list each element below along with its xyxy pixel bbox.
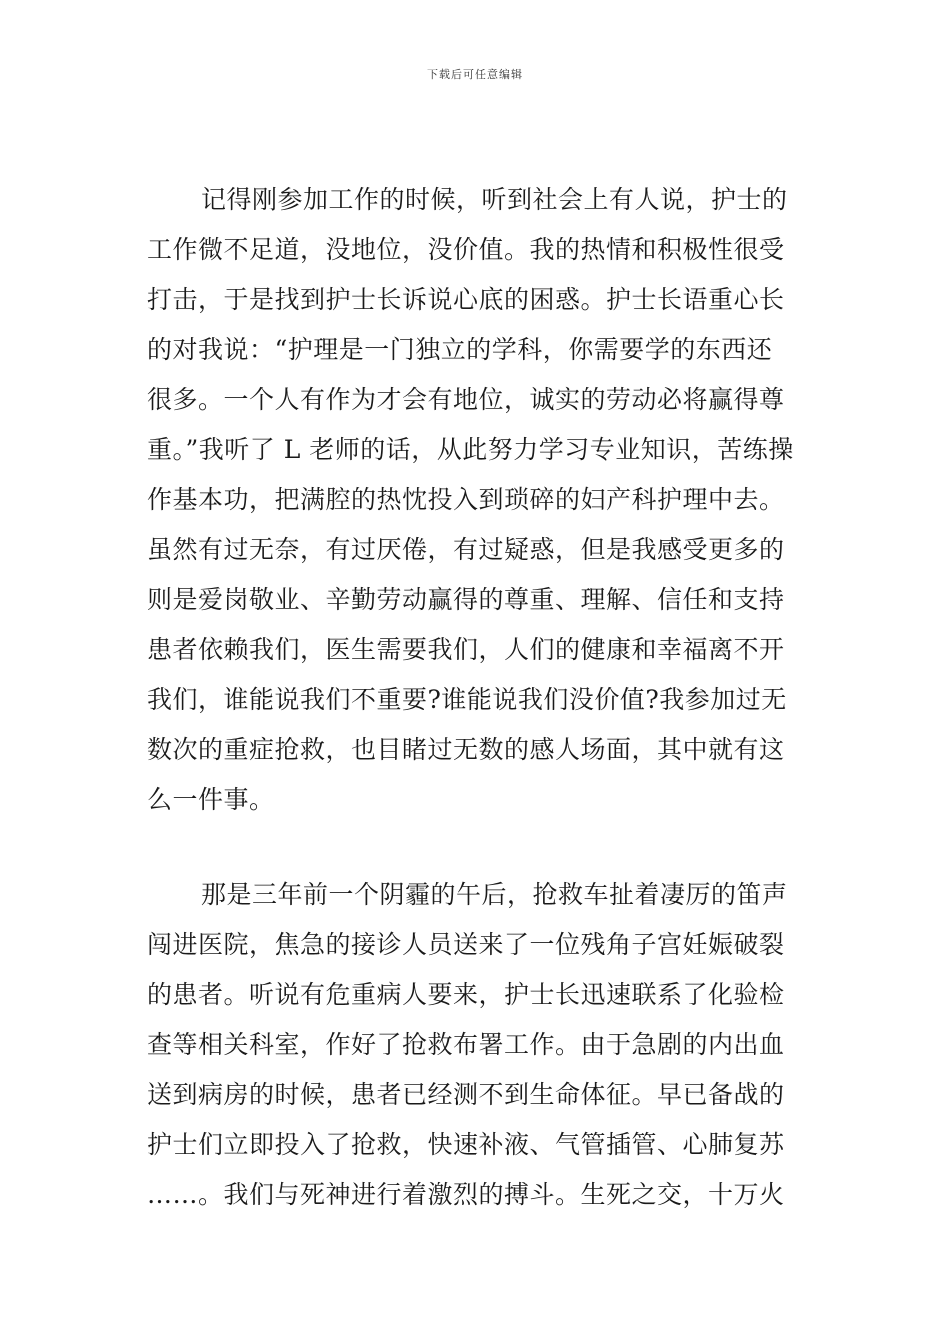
paragraph-line: 重。”我听了 L 老师的话，从此努力学习专业知识，苦练操 — [147, 435, 794, 464]
paragraph-line: 查等相关科室，作好了抢救布署工作。由于急剧的内出血 — [147, 1030, 785, 1059]
paragraph-line: 则是爱岗敬业、辛勤劳动赢得的尊重、理解、信任和支持 — [147, 585, 785, 614]
paragraph-line: ……。我们与死神进行着激烈的搏斗。生死之交，十万火 — [147, 1180, 785, 1209]
paragraph-line: 患者依赖我们，医生需要我们，人们的健康和幸福离不开 — [147, 635, 785, 664]
paragraph-line: 打击，于是找到护士长诉说心底的困惑。护士长语重心长 — [147, 285, 785, 314]
paragraph-line: 那是三年前一个阴霾的午后，抢救车扯着凄厉的笛声 — [201, 880, 788, 909]
paragraph-line: 闯进医院，焦急的接诊人员送来了一位残角子宫妊娠破裂 — [147, 930, 785, 959]
paragraph-line: 虽然有过无奈，有过厌倦，有过疑惑，但是我感受更多的 — [147, 535, 785, 564]
header-note: 下载后可任意编辑 — [427, 68, 523, 81]
paragraph-2 — [147, 870, 807, 1220]
paragraph-line: 作基本功，把满腔的热忱投入到琐碎的妇产科护理中去。 — [147, 485, 785, 514]
paragraph-line: 的患者。听说有危重病人要来，护士长迅速联系了化验检 — [147, 980, 785, 1009]
paragraph-line: 记得刚参加工作的时候，听到社会上有人说，护士的 — [201, 185, 788, 214]
paragraph-line: 很多。一个人有作为才会有地位，诚实的劳动必将赢得尊 — [147, 385, 785, 414]
paragraph-line: 护士们立即投入了抢救，快速补液、气管插管、心肺复苏 — [147, 1130, 785, 1159]
paragraph-line: 数次的重症抢救，也目睹过无数的感人场面，其中就有这 — [147, 735, 785, 764]
paragraph-line: 工作微不足道，没地位，没价值。我的热情和积极性很受 — [147, 235, 785, 264]
paragraph-1 — [147, 175, 807, 825]
paragraph-line: 送到病房的时候，患者已经测不到生命体征。早已备战的 — [147, 1080, 785, 1109]
paragraph-line: 么一件事。 — [147, 785, 275, 814]
paragraph-line: 我们，谁能说我们不重要?谁能说我们没价值?我参加过无 — [147, 685, 787, 714]
paragraph-line: 的对我说：“护理是一门独立的学科，你需要学的东西还 — [147, 335, 773, 364]
